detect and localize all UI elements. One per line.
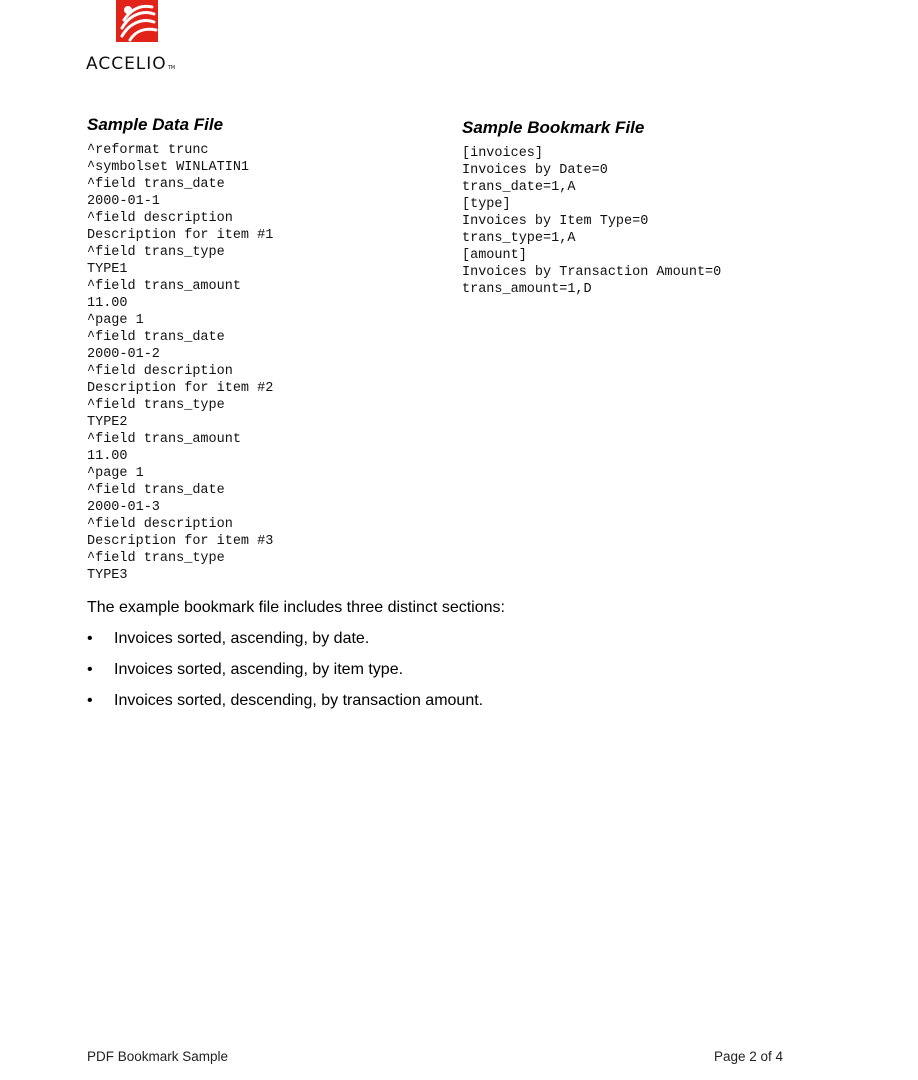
bullet-text: Invoices sorted, ascending, by item type. xyxy=(114,661,404,678)
bookmark-file-line: [invoices] xyxy=(462,146,544,161)
bookmark-file-line: trans_date=1,A xyxy=(462,180,576,195)
bookmark-file-line: Invoices by Date=0 xyxy=(462,163,608,178)
sample-bookmark-file-code xyxy=(462,145,862,298)
data-file-line: TYPE2 xyxy=(87,415,128,430)
sample-data-file-section xyxy=(87,115,447,584)
sample-data-file-heading: Sample Data File xyxy=(87,115,224,134)
data-file-line: ^field trans_type xyxy=(87,398,225,413)
sample-bookmark-file-section xyxy=(462,118,862,298)
data-file-line: ^symbolset WINLATIN1 xyxy=(87,160,250,175)
data-file-line: Description for item #1 xyxy=(87,228,274,243)
data-file-line: ^field trans_date xyxy=(87,177,225,192)
data-file-line: ^field description xyxy=(87,517,233,532)
accelio-logo-icon xyxy=(116,0,158,42)
sample-data-file-code xyxy=(87,142,447,584)
data-file-line: ^field trans_amount xyxy=(87,279,241,294)
data-file-line: Description for item #2 xyxy=(87,381,274,396)
bullet-dot-icon: • xyxy=(87,692,93,709)
footer-document-title: PDF Bookmark Sample xyxy=(87,1049,229,1064)
bullet-item xyxy=(87,660,847,680)
data-file-line: 2000-01-2 xyxy=(87,347,160,362)
data-file-line: TYPE1 xyxy=(87,262,128,277)
bullet-dot-icon: • xyxy=(87,630,93,647)
data-file-line: ^reformat trunc xyxy=(87,143,209,158)
data-file-line: ^field trans_type xyxy=(87,245,225,260)
bookmark-file-line: trans_type=1,A xyxy=(462,231,576,246)
data-file-line: 2000-01-3 xyxy=(87,500,160,515)
body-text xyxy=(87,598,847,722)
footer-page-number: Page 2 of 4 xyxy=(714,1049,784,1064)
bullet-text: Invoices sorted, ascending, by date. xyxy=(114,630,370,647)
bullet-item xyxy=(87,691,847,711)
data-file-line: Description for item #3 xyxy=(87,534,274,549)
data-file-line: TYPE3 xyxy=(87,568,128,583)
data-file-line: ^field description xyxy=(87,211,233,226)
data-file-line: ^page 1 xyxy=(87,313,144,328)
sample-bookmark-file-heading: Sample Bookmark File xyxy=(462,118,645,137)
data-file-line: ^page 1 xyxy=(87,466,144,481)
data-file-line: ^field trans_amount xyxy=(87,432,241,447)
bullet-list xyxy=(87,629,847,711)
intro-paragraph: The example bookmark file includes three distinct sections: xyxy=(87,599,505,616)
bookmark-file-line: trans_amount=1,D xyxy=(462,282,592,297)
data-file-line: 11.00 xyxy=(87,449,128,464)
bullet-text: Invoices sorted, descending, by transaction amount. xyxy=(114,692,484,709)
data-file-line: ^field trans_date xyxy=(87,330,225,345)
bullet-dot-icon: • xyxy=(87,661,93,678)
bookmark-file-line: [amount] xyxy=(462,248,527,263)
bookmark-file-line: [type] xyxy=(462,197,511,212)
data-file-line: ^field trans_type xyxy=(87,551,225,566)
data-file-line: ^field trans_date xyxy=(87,483,225,498)
data-file-line: 2000-01-1 xyxy=(87,194,160,209)
bookmark-file-line: Invoices by Transaction Amount=0 xyxy=(462,265,722,280)
data-file-line: 11.00 xyxy=(87,296,128,311)
data-file-line: ^field description xyxy=(87,364,233,379)
accelio-logo xyxy=(86,0,206,80)
bookmark-file-line: Invoices by Item Type=0 xyxy=(462,214,649,229)
bullet-item xyxy=(87,629,847,649)
accelio-logo-text: ACCELIOTM xyxy=(86,54,176,74)
